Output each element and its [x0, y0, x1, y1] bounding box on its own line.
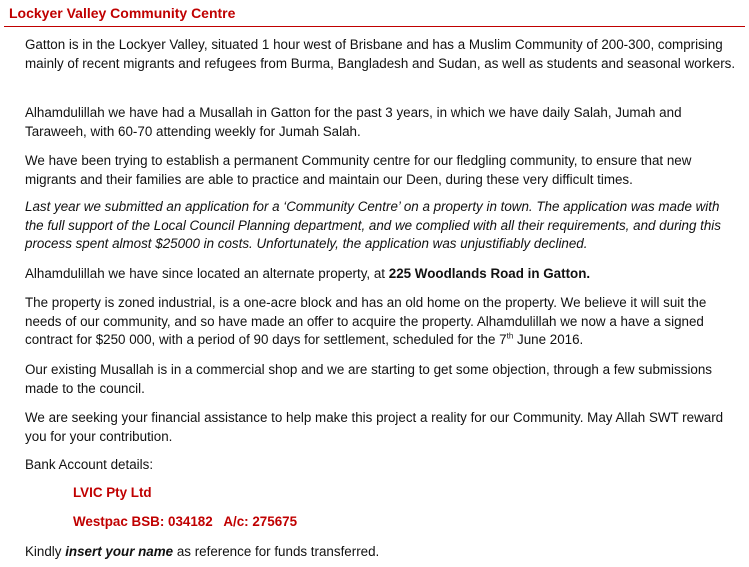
intro-paragraph: Gatton is in the Lockyer Valley, situated 1 hour west of Brisbane and has a Muslim Community of 200-300, comprising mainly of recent migrants and refugees from Burma, Bangladesh and Sudan, as well as students and seasonal workers.: [25, 37, 736, 71]
property-details-text: The property is zoned industrial, is a one-acre block and has an old home on the property. We believe it will suit the needs of our community, and so have made an offer to acquire the property. Alhamdulillah we now a have a signed contract for $250 000, with a period of 90 days for settlement, scheduled for the 7: [25, 295, 707, 347]
reference-instruction: [25, 543, 741, 562]
community-centre-paragraph: We have been trying to establish a permanent Community centre for our fledgling community, to ensure that new migrants and their families are able to practice and maintain our Deen, during these very difficult times.: [25, 153, 692, 187]
ordinal-superscript: th: [506, 331, 514, 341]
settlement-date-text: June 2016.: [513, 332, 584, 347]
bank-account-numbers: Westpac BSB: 034182 A/c: 275675: [73, 514, 298, 529]
reference-emphasis: insert your name: [65, 544, 174, 559]
property-location-text: Alhamdulillah we have since located an alternate property, at: [25, 266, 389, 281]
appeal-paragraph: We are seeking your financial assistance to help make this project a reality for our Community. May Allah SWT reward you for your contribution.: [25, 410, 724, 444]
objection-paragraph: Our existing Musallah is in a commercial shop and we are starting to get some objection, through a few submissions made to the council.: [25, 362, 712, 396]
reference-suffix: as reference for funds transferred.: [173, 544, 380, 559]
bank-account-name: LVIC Pty Ltd: [73, 485, 152, 500]
application-paragraph: Last year we submitted an application for a ‘Community Centre’ on a property in town. The application was made with the full support of the Local Council Planning department, and we complied with all their requirements, and during this process spent almost $25000 in costs. Unfortunately, the application was unjustifiably declined.: [25, 199, 721, 251]
property-address: 225 Woodlands Road in Gatton.: [388, 266, 591, 281]
property-details-paragraph: [25, 294, 741, 350]
reference-prefix: Kindly: [25, 544, 66, 559]
bank-details-label: Bank Account details:: [25, 457, 154, 472]
musallah-paragraph: Alhamdulillah we have had a Musallah in Gatton for the past 3 years, in which we have daily Salah, Jumah and Taraweeh, with 60-70 attending weekly for Jumah Salah.: [25, 105, 682, 139]
property-location-paragraph: [25, 265, 741, 284]
page-title: Lockyer Valley Community Centre: [9, 5, 236, 21]
title-bar: [4, 2, 745, 27]
